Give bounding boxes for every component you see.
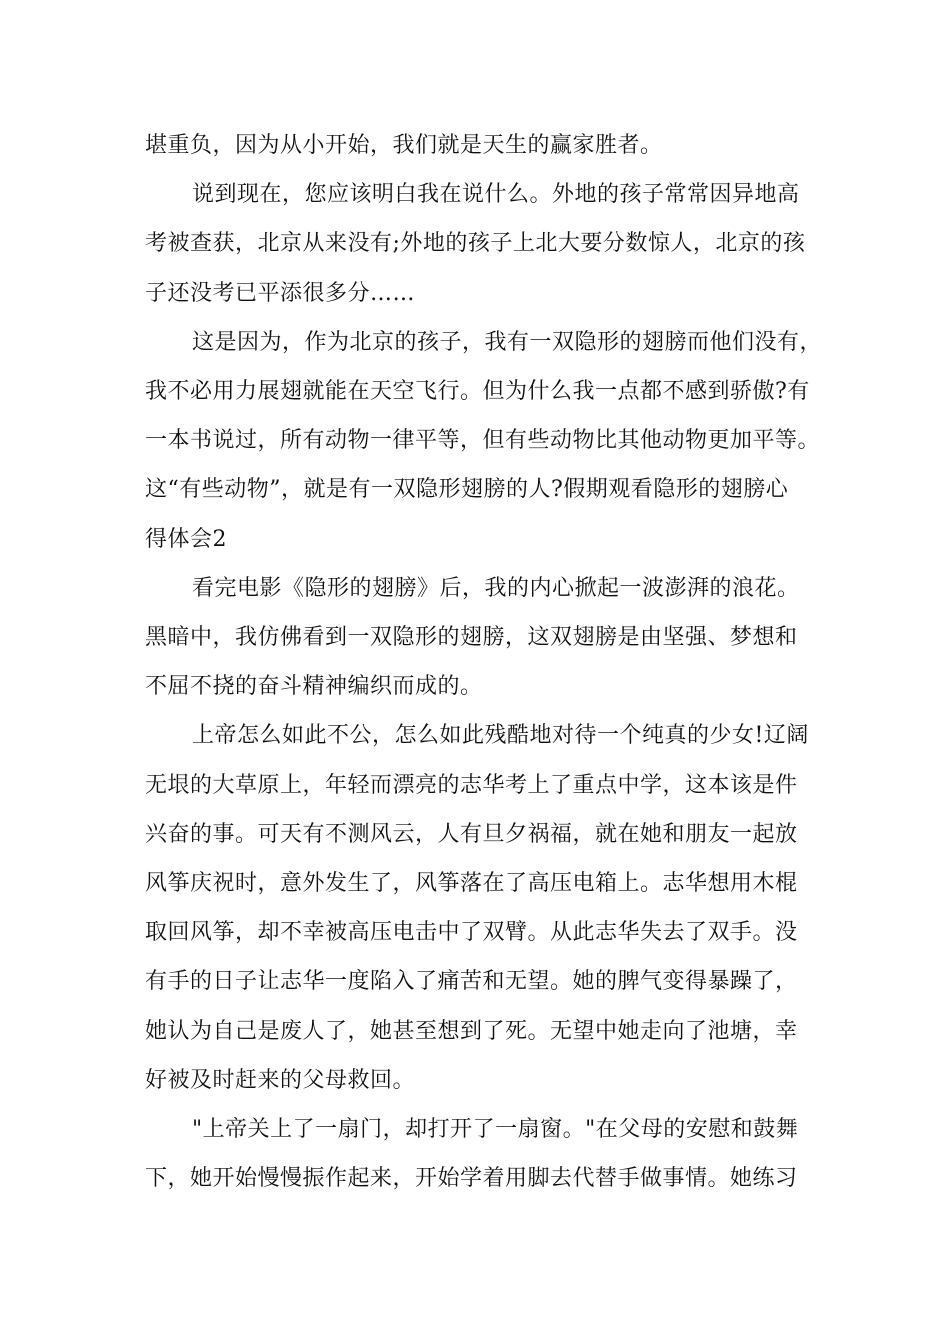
text-line: 兴奋的事。可天有不测风云，人有旦夕祸福，就在她和朋友一起放 <box>145 821 798 847</box>
paragraph-first-line: 看完电影《隐形的翅膀》后，我的内心掀起一波澎湃的浪花。 <box>192 575 800 601</box>
text-line: 一本书说过，所有动物一律平等，但有些动物比其他动物更加平等。 <box>145 428 821 454</box>
text-line: 子还没考已平添很多分…… <box>145 280 416 306</box>
text-line: 黑暗中，我仿佛看到一双隐形的翅膀，这双翅膀是由坚强、梦想和 <box>145 625 798 650</box>
text-line: 她认为自己是废人了，她甚至想到了死。无望中她走向了池塘，幸 <box>145 1018 798 1044</box>
text-line: 无垠的大草原上，年轻而漂亮的志华考上了重点中学，这本该是件 <box>145 772 798 798</box>
paragraph-first-line: 上帝怎么如此不公，怎么如此残酷地对待一个纯真的少女!辽阔 <box>192 723 809 749</box>
text-line: 堪重负，因为从小开始，我们就是天生的赢家胜者。 <box>145 133 663 158</box>
text-line: 不屈不挠的奋斗精神编织而成的。 <box>145 674 483 700</box>
text-line: 好被及时赶来的父母救回。 <box>145 1067 416 1093</box>
text-line: 我不必用力展翅就能在天空飞行。但为什么我一点都不感到骄傲?有 <box>145 379 810 404</box>
text-line: 得体会2 <box>145 526 227 552</box>
text-line: 下，她开始慢慢振作起来，开始学着用脚去代替手做事情。她练习 <box>145 1166 798 1192</box>
paragraph-first-line: 这是因为，作为北京的孩子，我有一双隐形的翅膀而他们没有， <box>192 329 823 355</box>
text-line: 有手的日子让志华一度陷入了痛苦和无望。她的脾气变得暴躁了， <box>145 969 798 995</box>
paragraph-first-line: 说到现在，您应该明白我在说什么。外地的孩子常常因异地高 <box>192 182 800 208</box>
text-line: 考被查获，北京从来没有;外地的孩子上北大要分数惊人，北京的孩 <box>145 231 806 257</box>
text-line: 风筝庆祝时，意外发生了，风筝落在了高压电箱上。志华想用木棍 <box>145 871 798 896</box>
text-line: 取回风筝，却不幸被高压电击中了双臂。从此志华失去了双手。没 <box>145 920 798 946</box>
text-line: 这“有些动物”，就是有一双隐形翅膀的人?假期观看隐形的翅膀心 <box>145 477 789 503</box>
paragraph-first-line: "上帝关上了一扇门，却打开了一扇窗。"在父母的安慰和鼓舞 <box>192 1117 799 1142</box>
